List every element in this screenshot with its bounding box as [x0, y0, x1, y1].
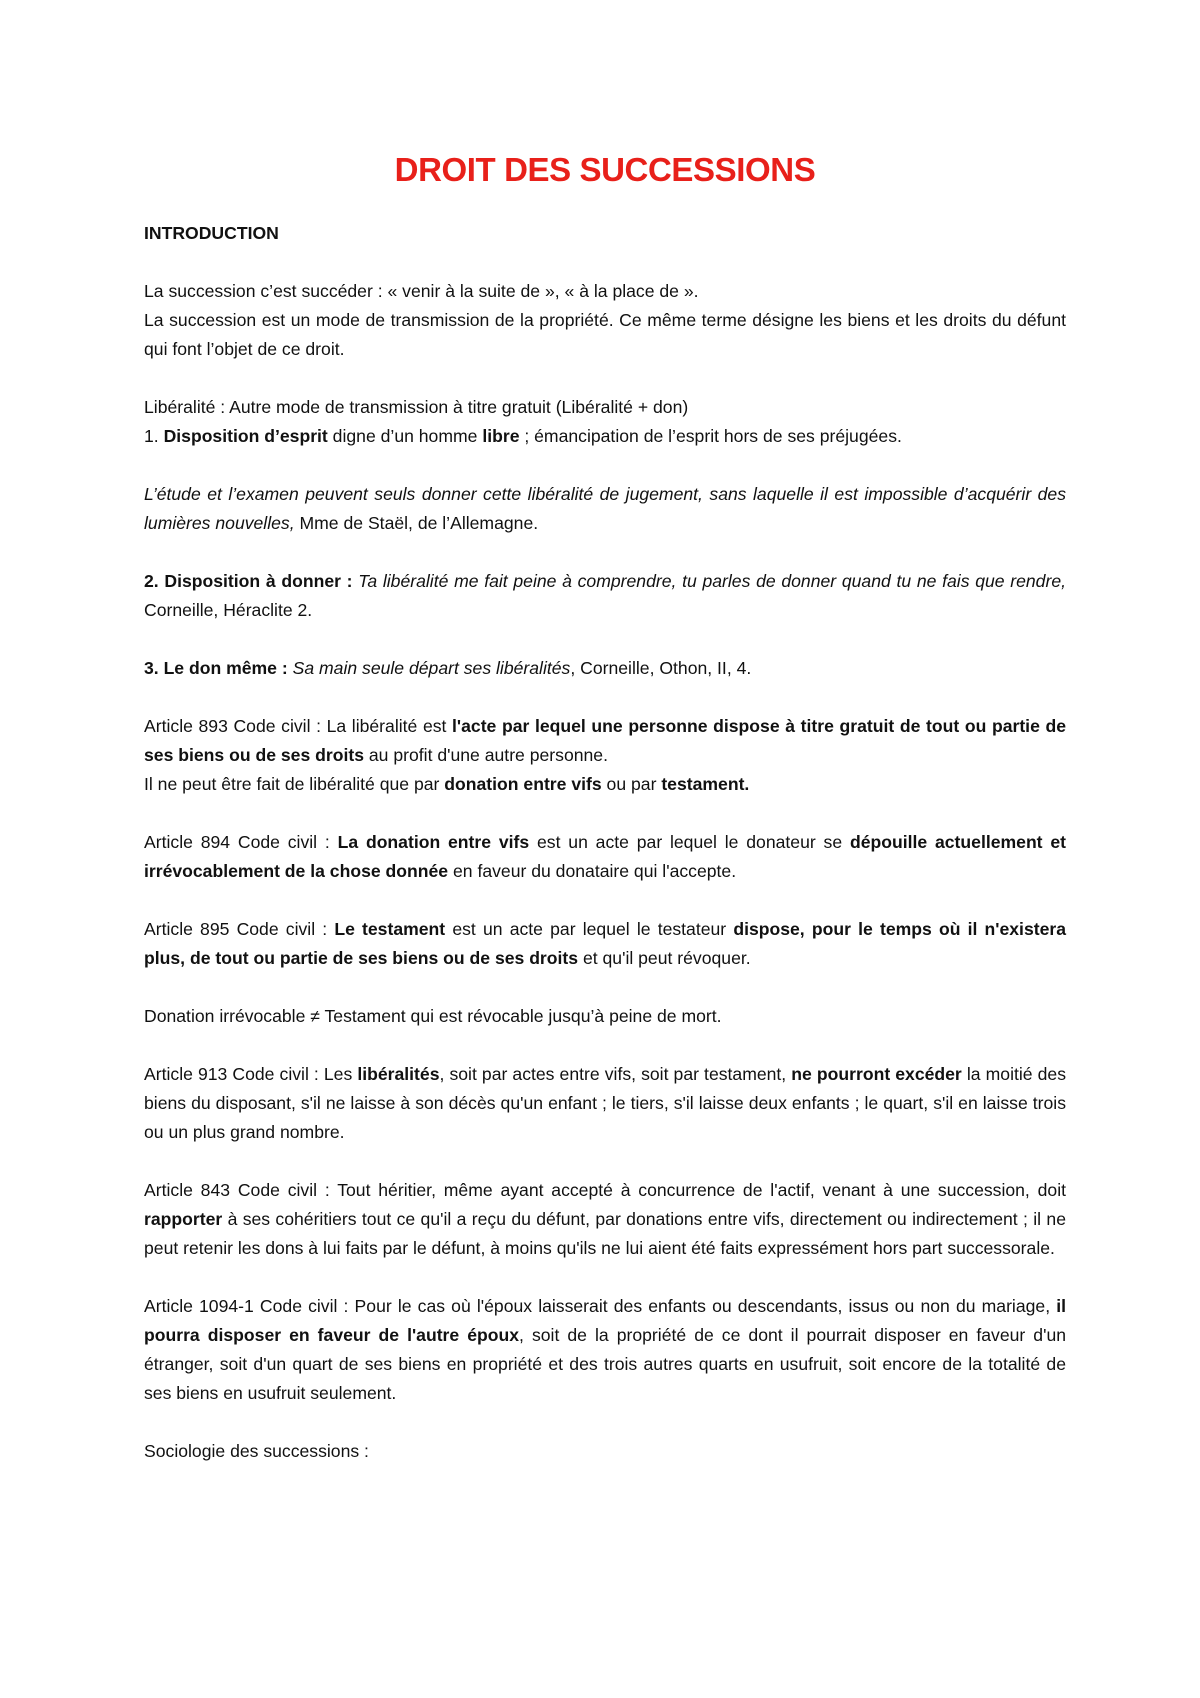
- paragraph-definition: [144, 277, 1066, 364]
- paragraph-article-913: Article 913 Code civil : Les libéralités, soit par actes entre vifs, soit par testament, ne pourront excéder la moitié des biens du disposant, s'il ne laisse à son décès qu'un enfant ; le tiers, s'il laisse deux enfants ; le quart, s'il en laisse trois ou un plus grand nombre.: [144, 1064, 1067, 1142]
- text-line: Libéralité : Autre mode de transmission à titre gratuit (Libéralité + don): [144, 397, 689, 417]
- paragraph-article-895: Article 895 Code civil : Le testament est un acte par lequel le testateur dispose, pour le temps où il n'existera plus, de tout ou partie de ses biens ou de ses droits et qu'il peut révoquer.: [144, 919, 1067, 968]
- paragraph-quote-stael: L’étude et l’examen peuvent seuls donner cette libéralité de jugement, sans laquelle il est impossible d’acquérir des lumières nouvelles, Mme de Staël, de l’Allemagne.: [144, 484, 1066, 533]
- paragraph-donation-vs-testament: Donation irrévocable ≠ Testament qui est révocable jusqu’à peine de mort.: [144, 1006, 722, 1026]
- document-title: DROIT DES SUCCESSIONS: [394, 151, 816, 188]
- text-line: La succession c’est succéder : « venir à la suite de », « à la place de ».: [144, 281, 699, 301]
- paragraph-disposition-donner: 2. Disposition à donner : Ta libéralité me fait peine à comprendre, tu parles de donner quand tu ne fais que rendre, Corneille, Héraclite 2.: [144, 571, 1066, 620]
- paragraph-liberalite: Libéralité : Autre mode de transmission à titre gratuit (Libéralité + don) 1. Disposition d’esprit digne d’un homme libre ; émancipation de l’esprit hors de ses préjugées.: [144, 397, 902, 446]
- text-line: La succession est un mode de transmission de la propriété. Ce même terme désigne les biens et les droits du défunt qui font l’objet de ce droit.: [144, 310, 1066, 359]
- paragraph-article-843: Article 843 Code civil : Tout héritier, même ayant accepté à concurrence de l'actif, venant à une succession, doit rapporter à ses cohéritiers tout ce qu'il a reçu du défunt, par donations entre vifs, directement ou indirectement ; il ne peut retenir les dons à lui faits par le défunt, à moins qu'ils ne lui aient été faits expressément hors part successorale.: [144, 1180, 1066, 1258]
- section-heading: INTRODUCTION: [144, 223, 279, 243]
- paragraph-article-893: Article 893 Code civil : La libéralité est l'acte par lequel une personne dispose à titre gratuit de tout ou partie de ses biens ou de ses droits au profit d'une autre personne. Il ne peut être fait de libéralité que par donation entre vifs ou par testament.: [144, 716, 1067, 794]
- paragraph-article-1094-1: Article 1094-1 Code civil : Pour le cas où l'époux laisserait des enfants ou descendants, issus ou non du mariage, il pourra disposer en faveur de l'autre époux, soit de la propriété de ce dont il pourrait disposer en faveur d'un étranger, soit d'un quart de ses biens en propriété et des trois autres quarts en usufruit, soit encore de la totalité de ses biens en usufruit seulement.: [144, 1296, 1067, 1403]
- paragraph-article-894: Article 894 Code civil : La donation entre vifs est un acte par lequel le donateur se dépouille actuellement et irrévocablement de la chose donnée en faveur du donataire qui l'accepte.: [144, 832, 1067, 881]
- paragraph-don-meme: 3. Le don même : Sa main seule départ ses libéralités, Corneille, Othon, II, 4.: [144, 658, 752, 678]
- paragraph-sociologie: Sociologie des successions :: [144, 1441, 369, 1461]
